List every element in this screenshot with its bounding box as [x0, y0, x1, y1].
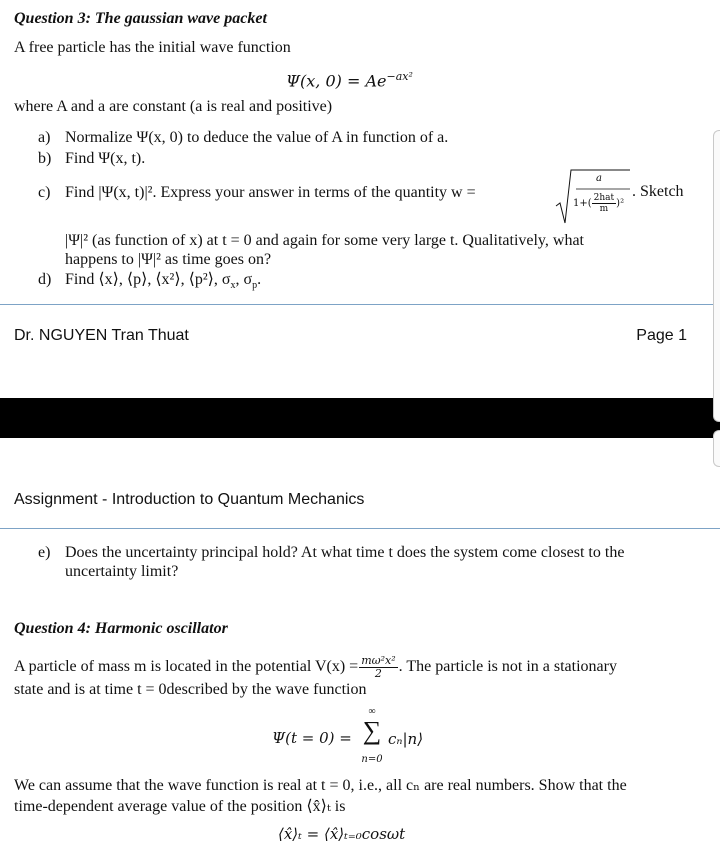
q4-line-4: time-dependent average value of the position ⟨x̂⟩ₜ is — [14, 798, 346, 815]
header-divider — [0, 528, 720, 529]
item-e-cont: uncertainty limit? — [65, 563, 179, 580]
item-c-cont-2: happens to |Ψ|² as time goes on? — [65, 251, 272, 268]
final-equation: ⟨x̂⟩ₜ = ⟨x̂⟩ₜ₌₀cosωt — [278, 825, 406, 843]
question-3-title: Question 3: The gaussian wave packet — [14, 10, 267, 27]
page-break-band — [0, 398, 720, 438]
q4-line-3: We can assume that the wave function is real at t = 0, i.e., all cₙ are real numbers. Show that the — [14, 777, 627, 794]
q4-line-1: A particle of mass m is located in the potential V(x) = $\frac{\text{mω²x²}}{2}$ . The particle is not in a stationary — [14, 654, 617, 680]
page-header: Assignment - Introduction to Quantum Mechanics — [14, 491, 365, 508]
sqrt-denominator: 1+( $\frac{\text{2hat}}{m}$ )² — [573, 193, 625, 214]
sketch-text: . Sketch — [632, 183, 684, 200]
item-d: d) Find ⟨x⟩, ⟨p⟩, ⟨x²⟩, ⟨p²⟩, $\sigma_x$, $\sigma_p$. — [38, 271, 262, 292]
question-4-title: Question 4: Harmonic oscillator — [14, 620, 228, 637]
initial-wave-function: Ψ(x, $0) = Ae^{-ax^2}$ — [286, 70, 413, 91]
constants-note: where A and a are constant (a is real and positive) — [14, 98, 333, 115]
sum-term: cₙ|n⟩ — [388, 730, 424, 748]
q4-line-2: state and is at time t = 0described by the wave function — [14, 681, 367, 698]
sqrt-expression — [554, 168, 632, 224]
item-a: a) Normalize Ψ(x, 0) to deduce the value of A in function of a. — [38, 129, 449, 146]
sum-lower-limit: n=0 — [361, 754, 383, 765]
footer-author: Dr. NGUYEN Tran Thuat — [14, 327, 189, 344]
item-c-cont-1: |Ψ|² (as function of x) at t = 0 and again for some very large t. Qualitatively, what — [65, 232, 584, 249]
footer-page-number: Page 1 — [636, 327, 687, 344]
footer-divider — [0, 304, 720, 305]
sqrt-numerator: a — [596, 173, 602, 184]
intro-text: A free particle has the initial wave function — [14, 39, 291, 56]
scroll-handle-lower[interactable] — [713, 430, 720, 467]
scroll-handle[interactable] — [713, 130, 720, 422]
item-e: e) Does the uncertainty principal hold? At what time t does the system come closest to the — [38, 544, 625, 561]
sum-symbol: ∑ — [362, 716, 382, 745]
item-b: b) Find Ψ(x, t). — [38, 150, 146, 167]
sum-upper-limit: ∞ — [368, 706, 376, 717]
item-c: c) Find |Ψ(x, t)|². Express your answer in terms of the quantity w = — [38, 184, 476, 201]
sum-lhs: Ψ(t = 0) = — [272, 729, 352, 747]
